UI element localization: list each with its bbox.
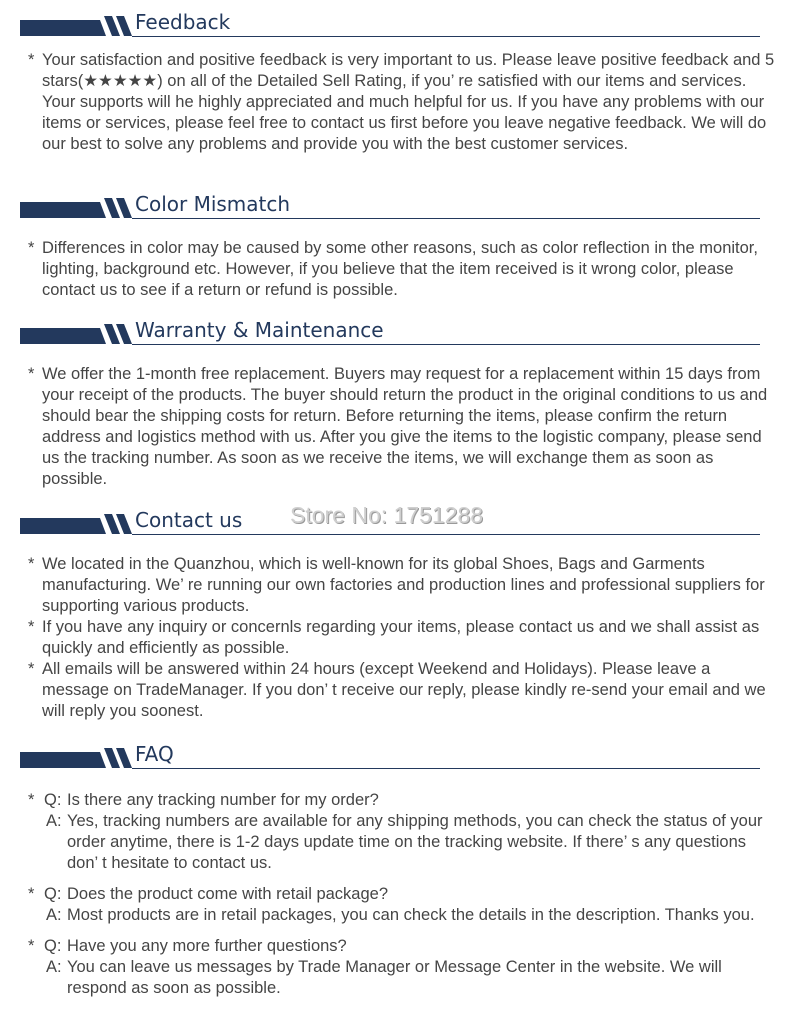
bullet-star: *	[28, 239, 35, 257]
faq-question	[28, 936, 778, 957]
header-rule	[132, 768, 760, 769]
question-text: Have you any more further questions?	[67, 937, 347, 955]
bullet-star: *	[28, 937, 35, 955]
header-rule	[132, 36, 760, 37]
header-stripes-icon	[20, 510, 132, 534]
question-marker: Q:	[44, 937, 62, 955]
header-rule	[132, 344, 760, 345]
section-title-faq: FAQ	[135, 742, 174, 766]
warranty-header	[20, 316, 760, 350]
question-marker: Q:	[44, 885, 62, 903]
answer-marker: A:	[46, 906, 62, 924]
faq-header	[20, 740, 760, 774]
section-title-color-mismatch: Color Mismatch	[135, 192, 291, 216]
section-title-feedback: Feedback	[135, 10, 231, 34]
store-number-watermark: Store No: 1751288	[290, 502, 484, 528]
color-mismatch-paragraph	[28, 238, 778, 301]
answer-text: You can leave us messages by Trade Manager or Message Center in the website. We will respond as soon as possible.	[67, 958, 722, 997]
color-mismatch-body	[28, 238, 778, 301]
answer-text: Yes, tracking numbers are available for any shipping methods, you can check the status of your order anytime, there is 1-2 days update time on the tracking website. If there’ s any questions don’ t hesitate to contact us.	[67, 812, 763, 872]
contact-item-text: All emails will be answered within 24 hours (except Weekend and Holidays). Please leave a message on TradeManager. If you don’ t receive our reply, please kindly re-send your email and we will reply you soonest.	[42, 660, 766, 720]
warranty-body	[28, 364, 778, 490]
faq-item	[28, 884, 778, 926]
contact-item-text: We located in the Quanzhou, which is well-known for its global Shoes, Bags and Garments manufacturing. We’ re running our own factories and production lines and professional suppliers for supporting various products.	[42, 555, 765, 615]
answer-marker: A:	[46, 812, 62, 830]
header-rule	[132, 218, 760, 219]
faq-item	[28, 790, 778, 874]
header-stripes-icon	[20, 320, 132, 344]
section-title-warranty: Warranty & Maintenance	[135, 318, 384, 342]
color-mismatch-text: Differences in color may be caused by some other reasons, such as color reflection in the monitor, lighting, background etc. However, if you believe that the item received is it wrong color, please contact us to see if a return or refund is possible.	[42, 239, 758, 299]
contact-body	[28, 554, 778, 722]
section-title-contact: Contact us	[135, 508, 243, 532]
answer-text: Most products are in retail packages, you can check the details in the description. Thanks you.	[67, 906, 755, 924]
bullet-star: *	[28, 618, 35, 636]
contact-item	[28, 554, 778, 617]
warranty-paragraph	[28, 364, 778, 490]
question-text: Does the product come with retail package?	[67, 885, 389, 903]
faq-question	[28, 884, 778, 905]
contact-item-text: If you have any inquiry or concernls regarding your items, please contact us and we shall assist as quickly and efficiently as possible.	[42, 618, 760, 657]
header-rule	[132, 534, 760, 535]
bullet-star: *	[28, 51, 35, 69]
feedback-text: Your satisfaction and positive feedback is very important to us. Please leave positive feedback and 5 stars(★★★★★) on all of the Detailed Sell Rating, if you’ re satisfied with our items and services. Your supports will he highly appreciated and much helpful for us. If you have any problems with our items or services, please feel free to contact us first before you leave negative feedback. We will do our best to solve any problems and provide you with the best customer services.	[42, 51, 775, 153]
contact-item	[28, 659, 778, 722]
faq-answer	[28, 905, 778, 926]
faq-answer	[28, 811, 778, 874]
question-text: Is there any tracking number for my order?	[67, 791, 379, 809]
warranty-text: We offer the 1-month free replacement. Buyers may request for a replacement within 15 days from your receipt of the products. The buyer should return the product in the original conditions to us and should bear the shipping costs for return. Before returning the items, please confirm the return address and logistics method with us. After you give the items to the logistic company, please send us the tracking number. As soon as we receive the items, we will exchange them as soon as possible.	[42, 365, 768, 488]
header-stripes-icon	[20, 744, 132, 768]
header-stripes-icon	[20, 12, 132, 36]
feedback-body	[28, 50, 778, 155]
color-mismatch-header	[20, 190, 760, 224]
header-stripes-icon	[20, 194, 132, 218]
bullet-star: *	[28, 885, 35, 903]
bullet-star: *	[28, 791, 35, 809]
faq-answer	[28, 957, 778, 999]
answer-marker: A:	[46, 958, 62, 976]
bullet-star: *	[28, 555, 35, 573]
feedback-paragraph	[28, 50, 778, 155]
bullet-star: *	[28, 365, 35, 383]
faq-item	[28, 936, 778, 999]
bullet-star: *	[28, 660, 35, 678]
question-marker: Q:	[44, 791, 62, 809]
contact-item	[28, 617, 778, 659]
feedback-header	[20, 8, 760, 42]
faq-question	[28, 790, 778, 811]
faq-body	[28, 790, 778, 1009]
